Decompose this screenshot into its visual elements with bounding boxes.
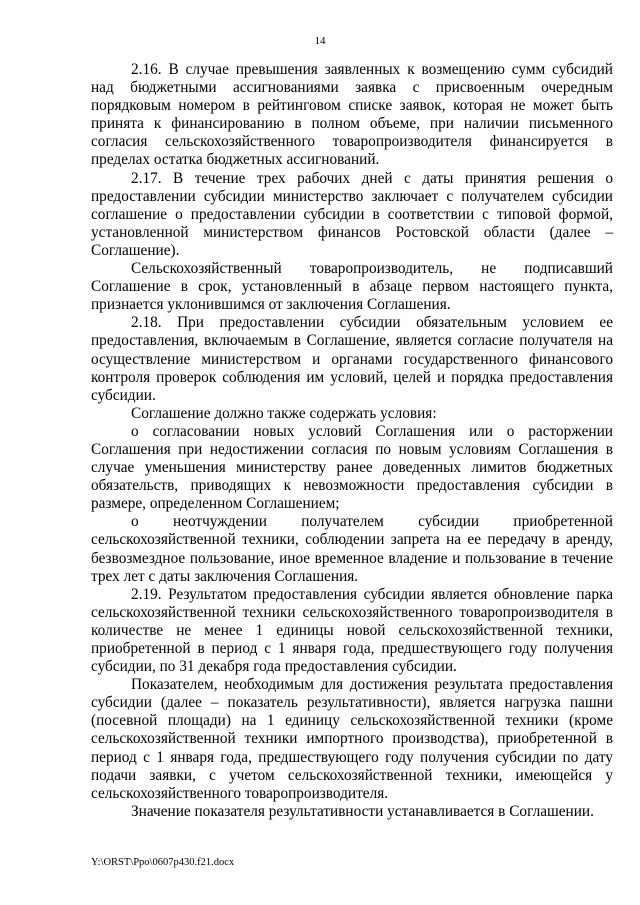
- footer-file-path: Y:\ORST\Ppo\0607p430.f21.docx: [91, 857, 235, 868]
- document-body: [91, 61, 613, 821]
- paragraph-condition-non-alienation: о неотчуждении получателем субсидии приобретенной сельскохозяйственной техники, соблюдении запрета на ее передачу в аренду, безвозмездное пользование, иное временное владение и пользование в течение трех лет с даты заключения Соглашения.: [91, 513, 613, 585]
- paragraph-indicator: Показателем, необходимым для достижения результата предоставления субсидии (далее – показатель результативности), является нагрузка пашни (посевной площади) на 1 единицу сельскохозяйственной техники (кроме сельскохозяйственной техники импортного производства), приобретенной в период с 1 января года, предшествующего году получения субсидии по дату подачи заявки, с учетом сельскохозяйственной техники, имеющейся у сельскохозяйственного товаропроизводителя.: [91, 676, 613, 802]
- paragraph-2-18: 2.18. При предоставлении субсидии обязательным условием ее предоставления, включаемым в Соглашение, является согласие получателя на осуществление министерством и органами государственного финансового контроля проверок соблюдения им условий, целей и порядка предоставления субсидии.: [91, 314, 613, 404]
- paragraph-2-19: 2.19. Результатом предоставления субсидии является обновление парка сельскохозяйственной техники сельскохозяйственного товаропроизводителя в количестве не менее 1 единицы новой сельскохозяйственной техники, приобретенной в период с 1 января года, предшествующего году получения субсидии, по 31 декабря года предоставления субсидии.: [91, 585, 613, 676]
- paragraph-agreement-conditions: Соглашение должно также содержать условия:: [131, 404, 437, 422]
- page-number: 14: [314, 35, 326, 47]
- paragraph-2-17-refusal: Сельскохозяйственный товаропроизводитель, не подписавший Соглашение в срок, установленный в абзаце первом настоящего пункта, признается уклонившимся от заключения Соглашения.: [91, 260, 613, 314]
- paragraph-2-16: 2.16. В случае превышения заявленных к возмещению сумм субсидий над бюджетными ассигнованиями заявка с присвоенным очередным порядковым номером в рейтинговом списке заявок, которая не может быть принята к финансированию в полном объеме, при наличии письменного согласия сельскохозяйственного товаропроизводителя финансируется в пределах остатка бюджетных ассигнований.: [91, 61, 613, 169]
- paragraph-condition-termination: о согласовании новых условий Соглашения или о расторжении Соглашения при недостижении согласия по новым условиям Соглашения в случае уменьшения министерству ранее доведенных лимитов бюджетных обязательств, приводящих к невозможности предоставления субсидии в размере, определенном Соглашением;: [91, 422, 613, 513]
- paragraph-2-17: 2.17. В течение трех рабочих дней с даты принятия решения о предоставлении субсидии министерство заключает с получателем субсидии соглашение о предоставлении субсидии в соответствии с типовой формой, установленной министерством финансов Ростовской области (далее – Соглашение).: [91, 169, 613, 259]
- paragraph-indicator-value: Значение показателя результативности устанавливается в Соглашении.: [131, 802, 594, 820]
